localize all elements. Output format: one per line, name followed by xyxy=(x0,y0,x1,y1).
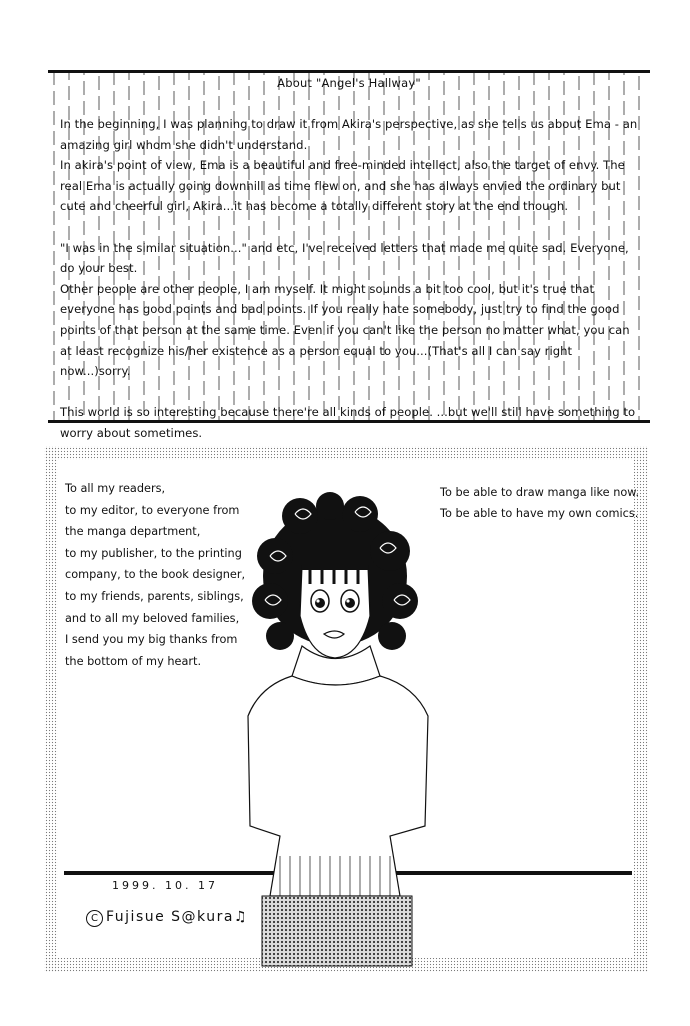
afterword-paragraph-1: In the beginning, I was planning to draw it from Akira's perspective, as she tells us about Ema - an amazing girl whom she didn't understand. xyxy=(60,117,638,152)
signature-date: 1999. 10. 17 xyxy=(112,879,218,892)
thanks-line: To all my readers, xyxy=(65,482,166,495)
thanks-line: to my editor, to everyone from xyxy=(65,503,240,517)
author-name: Fujisue S@kura♫ xyxy=(106,909,248,925)
girl-illustration xyxy=(240,496,440,966)
thanks-line: and to all my beloved families, xyxy=(65,611,240,625)
wish-line: To be able to have my own comics. xyxy=(440,507,639,520)
afterword-paragraph-3: "I was in the similar situation..." and etc, I've received letters that made me quite sad. Everyone, do your best. xyxy=(60,240,629,276)
thanks-line: the bottom of my heart. xyxy=(65,654,202,668)
copyright-symbol: C xyxy=(86,910,103,927)
thanks-message xyxy=(65,478,245,672)
wish-line: To be able to draw manga like now. xyxy=(440,486,640,499)
thanks-line: to my friends, parents, siblings, xyxy=(65,589,244,603)
afterword-paragraph-4: Other people are other people, I am myself. It might sounds a bit too cool, but it's true that everyone has good points and bad points. If you really hate somebody, just try to find the good points of that person at the same time. Even if you can't like the person no matter what, you can at least recognize his/her existence as a person equal to you...(That's all I can say right now...)sorry. xyxy=(60,281,630,379)
thanks-line: I send you my big thanks from xyxy=(65,633,238,647)
afterword-title: About "Angel's Hallway" xyxy=(277,76,421,90)
afterword-paragraph-2: In akira's point of view, Ema is a beautiful and free-minded intellect, also the target of envy. The real Ema is actually going downhill as time flew on, and she has always envied the ordinary but cute and cheerful girl, Akira...it has become a totally different story at the end though. xyxy=(60,158,625,214)
thanks-line: the manga department, xyxy=(65,525,201,539)
wishes-message xyxy=(440,482,640,524)
thanks-line: to my publisher, to the printing xyxy=(65,546,242,560)
signature xyxy=(86,909,248,927)
thanks-line: company, to the book designer, xyxy=(65,568,246,582)
afterword-paragraph-5: This world is so interesting because there're all kinds of people. ...but we'll still have something to worry about sometimes. xyxy=(60,405,636,440)
